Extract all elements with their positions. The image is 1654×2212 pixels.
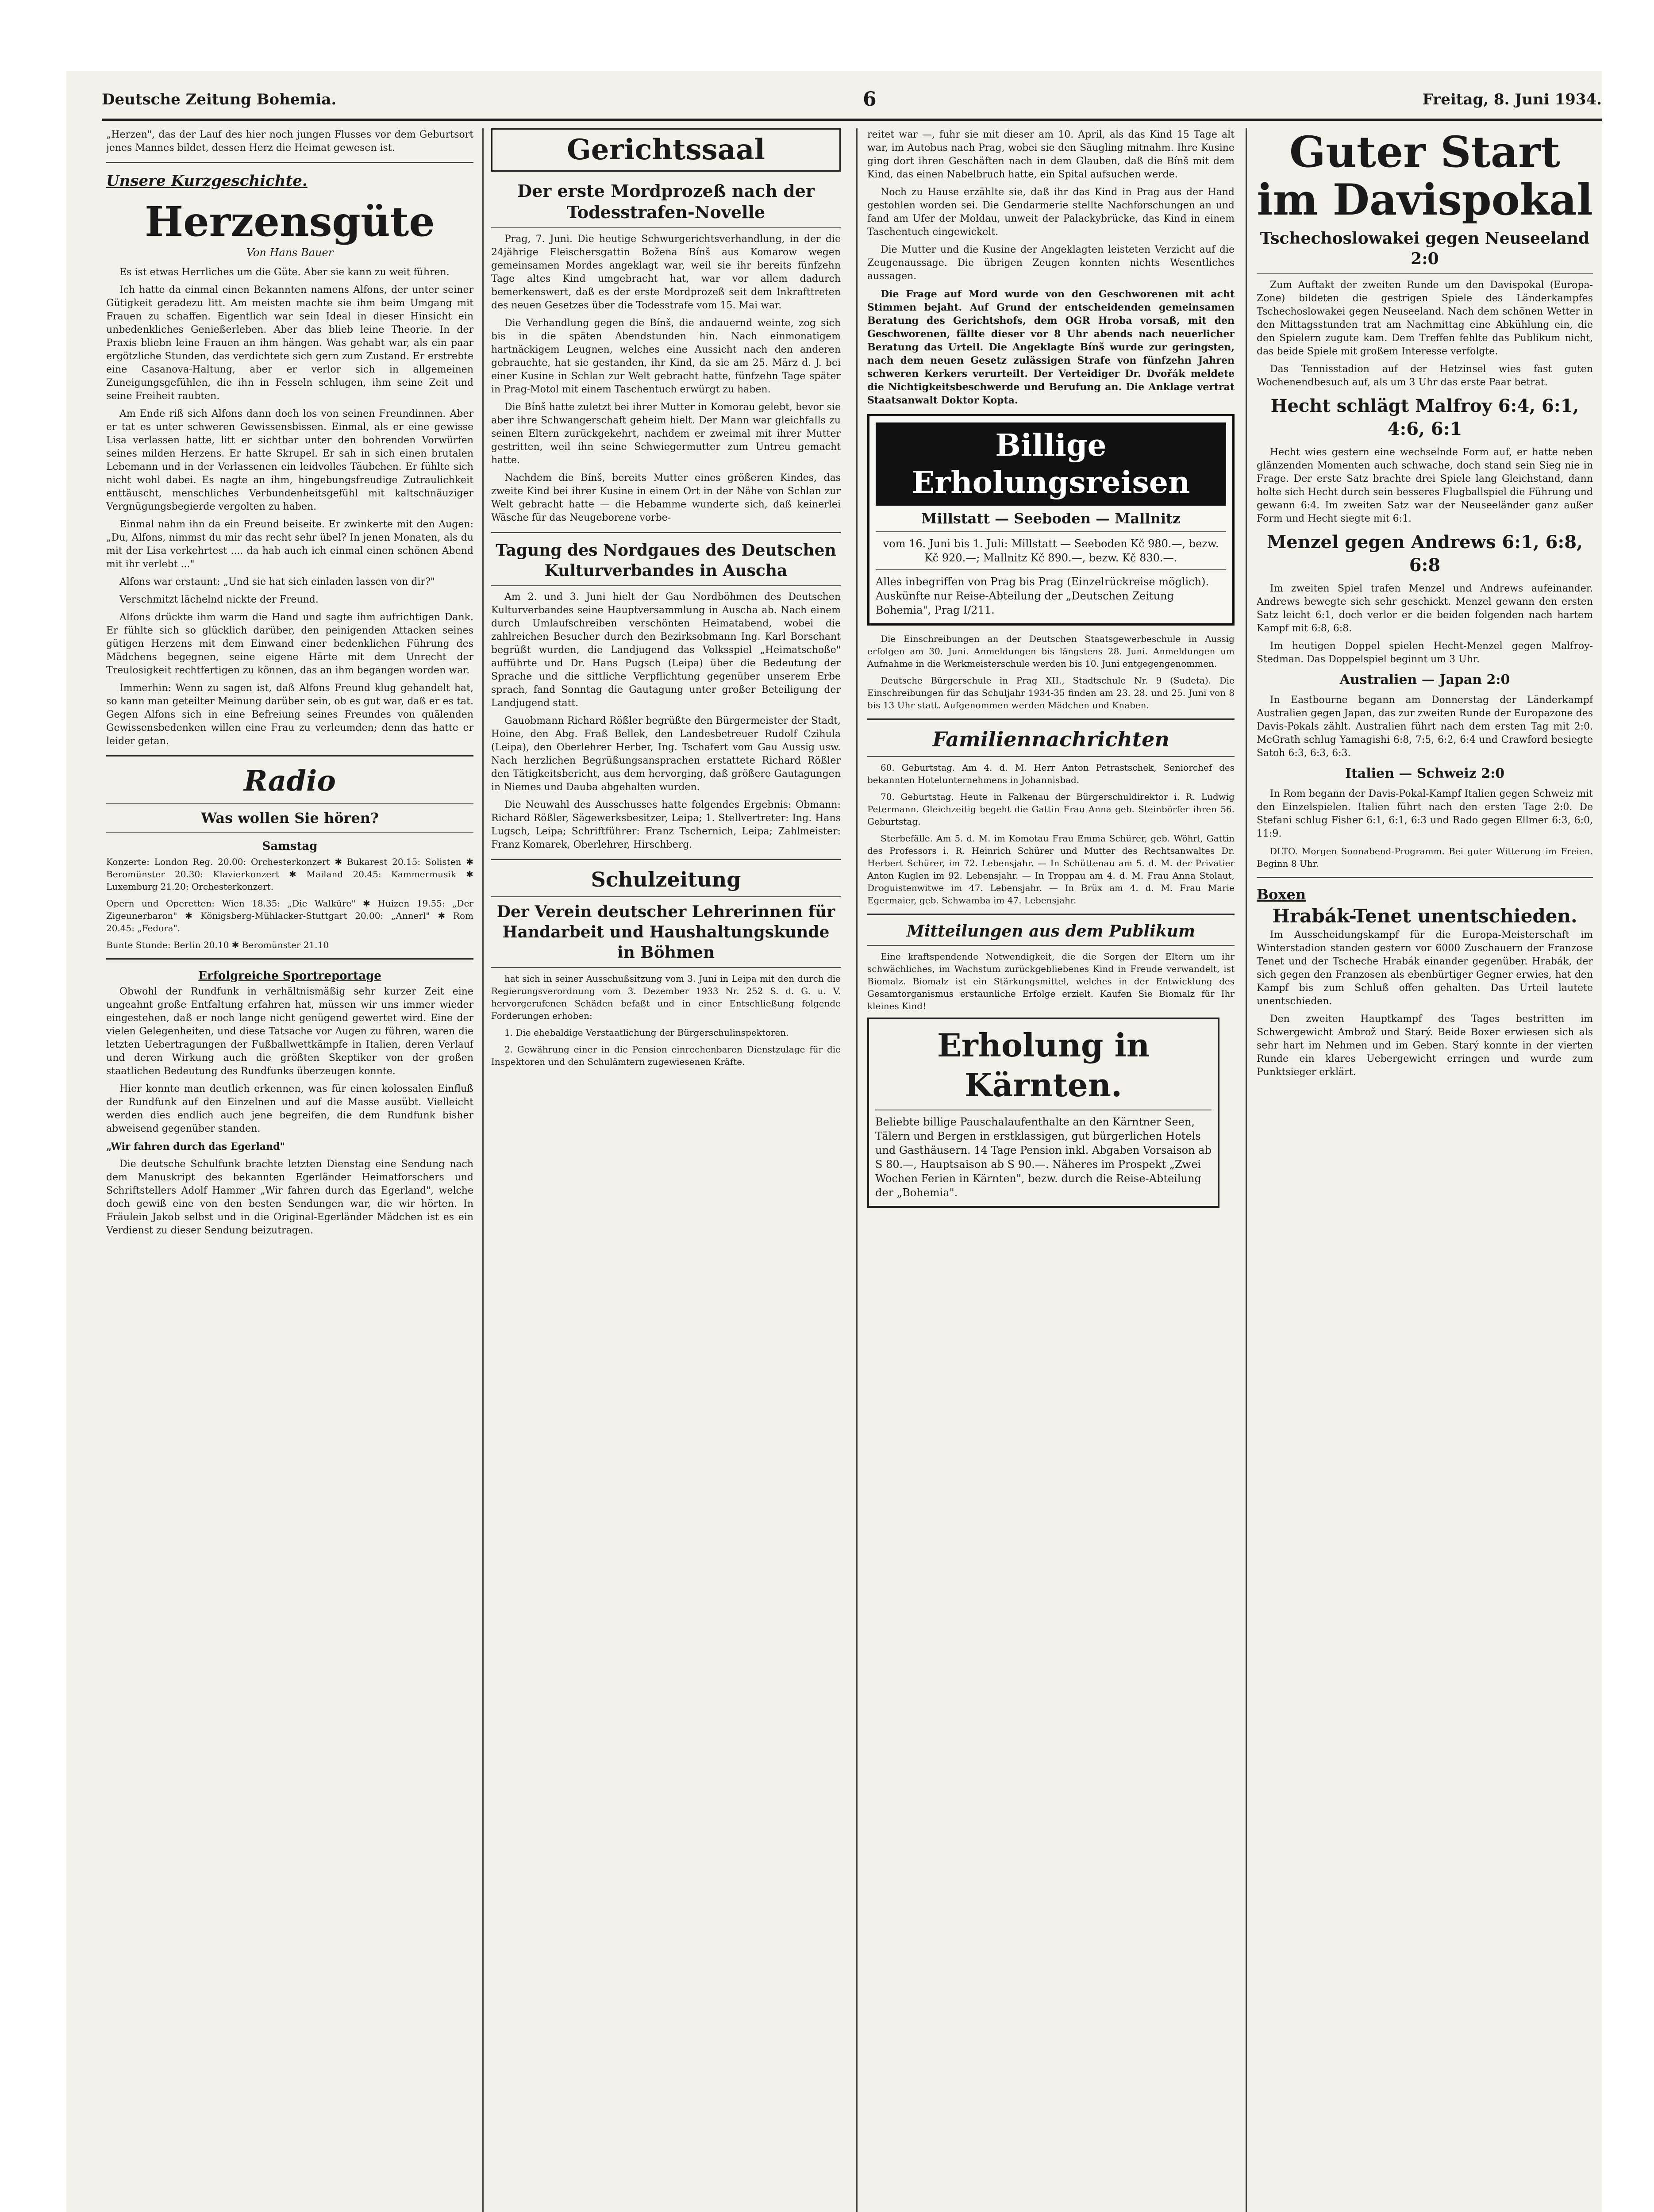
family-paragraph: 60. Geburtstag. Am 4. d. M. Herr Anton Petrastschek, Seniorchef des bekannten Hotelunternehmens in Johannisbad.: [867, 762, 1235, 785]
divider: [867, 718, 1235, 720]
article-paragraph: Die Bínš hatte zuletzt bei ihrer Mutter in Komorau gelebt, bevor sie aber ihre Schwangerschaft geheim hielt. Der Mann war gleichfalls zu seinen Eltern zurückgekehrt, nachdem er zweimal mit ihrer Mutter gestritten, weil ihn seine Schwiegermutter zum Untreu gemacht hatte.: [491, 402, 841, 466]
ad-prices: vom 16. Juni bis 1. Juli: Millstatt — Seeboden Kč 980.—, bezw. Kč 920.—; Mallnitz Kč 890.—, bezw. Kč 830.—.: [883, 538, 1219, 564]
sport-subheadline: Italien — Schweiz 2:0: [1345, 766, 1505, 781]
intro-paragraph: „Herzen", das der Lauf des hier noch jungen Flusses vor dem Geburtsort jenes Mannes bildet, dessen Herz die Heimat gewesen ist.: [106, 129, 473, 154]
article-paragraph: Die Mutter und die Kusine der Angeklagten leisteten Verzicht auf die Zeugenaussage. Die übrigen Zeugen konnten nichts Wesentliches aussagen.: [867, 244, 1235, 282]
sport-paragraph: In Rom begann der Davis-Pokal-Kampf Italien gegen Schweiz mit den Einzelspielen. Italien führt nach den ersten Tage 2:0. De Stefani schlug Fisher 6:1, 6:1, 6:3 und Rado gegen Ellmer 6:3, 6:0, 11:9.: [1257, 788, 1593, 839]
radio-line: Opern und Operetten: Wien 18.35: „Die Walküre" ✱ Huizen 19.55: „Der Zigeunerbaron" ✱ Königsberg-Mühlacker-Stuttgart 20.00: „Annerl" ✱ Rom 20.45: „Fedora".: [106, 898, 473, 933]
ad-headline: Billige Erholungsreisen: [876, 422, 1226, 506]
radio-subtitle: Was wollen Sie hören?: [201, 810, 379, 826]
divider: [491, 967, 841, 968]
divider: [491, 532, 841, 533]
issue-date: Freitag, 8. Juni 1934.: [1422, 91, 1602, 108]
divider: [876, 569, 1226, 570]
sport-subheadline: Hecht schlägt Malfroy 6:4, 6:1, 4:6, 6:1: [1270, 396, 1579, 439]
column-rule: [1246, 128, 1247, 2212]
ad-places: Millstatt — Seeboden — Mallnitz: [921, 510, 1181, 527]
story-paragraph: Ich hatte da einmal einen Bekannten namens Alfons, der unter seiner Gütigkeit geradezu litt. Am meisten machte sie ihm beim Umgang mit Frauen zu schaffen. Eigentlich war sein Ideal in dieser Hinsicht ein unbedenkliches Genießerleben. Aber das blieb leine Theorie. In der Praxis bliebn leine Frauen an ihm hängen. Was gehabt war, als ein paar ergötzliche Stunden, das verdichtete sich gern zum Zustand. Er erstrebte eine Casanova-Haltung, aber er verlor sich in allgemeinen Zuneigungsgefühlen, die ihn in Fesseln schlugen, ihm seine Zeit und seine Freiheit raubten.: [106, 284, 473, 402]
public-paragraph: Eine kraftspendende Notwendigkeit, die die Sorgen der Eltern um ihr schwächliches, im Wachstum zurückgebliebenes Kind in Freude verwandelt, ist Biomalz. Biomalz ist ein Stärkungsmittel, welches in der Entwicklung des Gesamtorganismus erstaunliche Erfolge erzielt. Kaufen Sie Biomalz für Ihr kleines Kind!: [867, 951, 1235, 1011]
divider: [867, 945, 1235, 946]
article-paragraph: reitet war —, fuhr sie mit dieser am 10. April, als das Kind 15 Tage alt war, im Autobus nach Prag, wobei sie den Säugling mitnahm. Ihre Kusine ging dort ihren Geschäften nach in dem Glauben, daß die Bínš mit dem Kind, das einen Nabelbruch hatte, ein Spital aufsuchen werde.: [867, 129, 1235, 180]
box-section: Boxen: [1257, 886, 1306, 903]
divider: [106, 755, 473, 757]
sport-headline: Guter Start im Davispokal: [1257, 128, 1593, 225]
verdict-paragraph: Die Frage auf Mord wurde von den Geschworenen mit acht Stimmen bejaht. Auf Grund der entscheidenden gemeinsamen Beratung des Gerichtshofs, dem OGR Hroba vorsaß, mit den Geschworenen, fällte dieser vor 8 Uhr abends nach neuerlicher Beratung das Urteil. Die Angeklagte Bínš wurde zur geringsten, nach dem neuen Gesetz zulässigen Strafe von fünfzehn Jahren schweren Kerkers verurteilt. Der Verteidiger Dr. Dvořák meldete die Nichtigkeitsbeschwerde und Berufung an. Die Anklage vertrat Staatsanwalt Doktor Kopta.: [867, 288, 1235, 406]
story-paragraph: Immerhin: Wenn zu sagen ist, daß Alfons Freund klug gehandelt hat, so kann man geteilter Meinung darüber sein, ob es gut war, daß er es tat. Gegen Alfons sich in eine Befreiung seines Freundes von quälenden Gewissensbedenken willen eine Frau zu verleumden; denn das hatte er leider getan.: [106, 683, 473, 747]
page-number: 6: [863, 88, 877, 111]
article-paragraph: hat sich in seiner Ausschußsitzung vom 3. Juni in Leipa mit den durch die Regierungsverordnung vom 3. Dezember 1933 Nr. 252 S. d. G. u. V. hervorgerufenen Schäden befaßt und in einer Entschließung folgende Forderungen erhoben:: [491, 973, 841, 1021]
travel-ad: [867, 414, 1235, 626]
article-paragraph: Am 2. und 3. Juni hielt der Gau Nordböhmen des Deutschen Kulturverbandes seine Hauptversammlung in Auscha ab. Nach einem durch Umlaufschreiben verschönten Heimatabend, wobei die zahlreichen Besucher durch den Bezirksobmann Ing. Karl Borschant begrüßt wurden, die Landjugend das Volksspiel „Heimatschoße" aufführte und Dr. Hans Pugsch (Leipa) über die Bedeutung der Sprache und die sittliche Verpflichtung gegenüber unserem Erbe sprach, fand Sonntag die Gautagung unter großer Beteiligung der Landjugend statt.: [491, 591, 841, 709]
article-title: Der Verein deutscher Lehrerinnen für Handarbeit und Haushaltungskunde in Böhmen: [496, 902, 835, 962]
header-rule: [102, 119, 1602, 121]
divider: [867, 756, 1235, 757]
sport-paragraph: In Eastbourne begann am Donnerstag der Länderkampf Australien gegen Japan, das zur zweiten Runde der Europazone des Davis-Pokals zählt. Australien führt nach dem ersten Tag mit 2:0. McGrath schlug Yamagishi 6:8, 7:5, 6:2, 6:4 und Crawford besiegte Satoh 6:3, 6:3, 6:3.: [1257, 695, 1593, 759]
section-title: Schulzeitung: [591, 868, 741, 891]
column-1: [106, 128, 473, 2212]
report-title: Erfolgreiche Sportreportage: [198, 969, 381, 983]
divider: [1257, 877, 1593, 878]
radio-day: Samstag: [262, 840, 318, 853]
paper-name: Deutsche Zeitung Bohemia.: [102, 91, 337, 108]
story-paragraph: Alfons drückte ihm warm die Hand und sagte ihm aufrichtigen Dank. Er fühlte sich so glücklich darüber, den peinigenden Attacken seines gütigen Herzens mit dem Einwand einer bedenklichen Führung des Mädchens begegnen, seine eigene Härte mit dem Unrecht der Treulosigkeit rechtfertigen zu können, das an ihm begangen worden war.: [106, 612, 473, 676]
divider: [1257, 273, 1593, 274]
story-paragraph: Einmal nahm ihn da ein Freund beiseite. Er zwinkerte mit den Augen: „Du, Alfons, nimmst du mir das recht sehr übel? In jenen Monaten, als du mit der Lisa verkehrtest .... da hab auch ich einmal einen schönen Abend mit ihr verlebt ...": [106, 519, 473, 570]
radio-line: Konzerte: London Reg. 20.00: Orchesterkonzert ✱ Bukarest 20.15: Solisten ✱ Beromünster 20.30: Klavierkonzert ✱ Mailand 20.45: Kammermusik ✱ Luxemburg 21.20: Orchesterkonzert.: [106, 856, 473, 892]
story-author: Von Hans Bauer: [246, 246, 334, 259]
page-header: [102, 88, 1602, 117]
family-title: Familiennachrichten: [932, 727, 1169, 751]
article-paragraph: Prag, 7. Juni. Die heutige Schwurgerichtsverhandlung, in der die 24jährige Fleischersgattin Božena Bínš aus Komarow wegen gemeinsamen Mordes angeklagt war, weil sie ihr bereits fünfzehn Tage altes Kind umgebracht hat, war vor allem dadurch bemerkenswert, daß es der erste Mordprozeß seit dem Inkrafttreten des neuen Gesetzes über die Todesstrafe vom 15. Mai war.: [491, 234, 841, 311]
article-title: Der erste Mordprozeß nach der Todesstrafen-Novelle: [517, 181, 815, 222]
ad-info: Alles inbegriffen von Prag bis Prag (Einzelrückreise möglich). Auskünfte nur Reise-Abteilung der „Deutschen Zeitung Bohemia", Prag I/211.: [876, 576, 1209, 616]
divider: [106, 958, 473, 960]
divider: [106, 162, 473, 163]
ad-headline: Erholung in Kärnten.: [937, 1026, 1150, 1104]
ad-text: Beliebte billige Pauschalaufenthalte an den Kärntner Seen, Tälern und Bergen in erstklassigen, gut bürgerlichen Hotels und Gasthäusern. 14 Tage Pension inkl. Abgaben Vorsaison ab S 80.—, Hauptsaison ab S 90.—. Näheres im Prospekt „Zwei Wochen Ferien in Kärnten", bezw. durch die Reise-Abteilung der „Bohemia".: [875, 1116, 1212, 1199]
story-kicker: Unsere Kurzgeschichte.: [106, 172, 308, 190]
report-subheading: „Wir fahren durch das Egerland": [106, 1141, 285, 1152]
radio-title: Radio: [244, 764, 336, 798]
sport-paragraph: Das Tennisstadion auf der Hetzinsel wies fast guten Wochenendbesuch auf, als um 3 Uhr das erste Paar betrat.: [1257, 364, 1593, 388]
sport-paragraph: Im Ausscheidungskampf für die Europa-Meisterschaft im Winterstadion standen gestern vor 6000 Zuschauern der Franzose Tenet und der Tscheche Hrabák einander gegenüber. Hrabák, der sich gegen den Franzosen als ebenbürtiger Gegner erwies, hat den Kampf bis zum Schluß offen gehalten. Das Urteil lautete unentschieden.: [1257, 929, 1593, 1007]
section-title: Gerichtssaal: [567, 133, 765, 166]
sport-subheadline: Tschechoslowakei gegen Neuseeland 2:0: [1260, 229, 1590, 268]
kaernten-ad: [867, 1018, 1219, 1208]
divider: [491, 896, 841, 897]
notice-paragraph: Die Einschreibungen an der Deutschen Staatsgewerbeschule in Aussig erfolgen am 30. Juni. Anmeldungen bis längstens 28. Juni. Anmeldungen um Aufnahme in die Werkmeisterschule werden bis 10. Juni entgegengenommen.: [867, 634, 1235, 669]
story-title: Herzensgüte: [145, 198, 435, 246]
article-paragraph: Die Verhandlung gegen die Bínš, die andauernd weinte, zog sich bis in die späten Abendstunden hin. Nach einmonatigem hartnäckigem Leugnen, welches eine Aussicht nach den anderen gebrauchte, hat sie gestanden, ihr Kind, da sie am 25. März d. J. bei einer Kusine in Schlan zur Welt gebracht hatte, fünfzehn Tage später in Prag-Motol mit einem Taschentuch erwürgt zu haben.: [491, 318, 841, 395]
column-4: [1257, 128, 1593, 2212]
report-paragraph: Die deutsche Schulfunk brachte letzten Dienstag eine Sendung nach dem Manuskript des bekannten Egerländer Heimatforschers und Schriftstellers Adolf Hammer „Wir fahren durch das Egerland", welche doch gewiß eine von den besten Sendungen war, die wir hörten. In Fräulein Jakob selbst und in die Original-Egerländer Mädchen ist es ein Verdienst zu dieser Sendung beizutragen.: [106, 1159, 473, 1236]
divider: [876, 531, 1226, 532]
sport-subheadline: Menzel gegen Andrews 6:1, 6:8, 6:8: [1266, 532, 1583, 576]
article-paragraph: 2. Gewährung einer in die Pension einrechenbaren Dienstzulage für die Inspektoren und den Schulämtern zugewiesenen Kräfte.: [491, 1044, 841, 1067]
article-paragraph: Nachdem die Bínš, bereits Mutter eines größeren Kindes, das zweite Kind bei ihrer Kusine in einem Ort in der Nähe von Schlan zur Welt gebracht hatte — die Hebamme wunderte sich, daß keinerlei Wäsche für das Neugeborene vorbe-: [491, 472, 841, 523]
sport-subheadline: Australien — Japan 2:0: [1339, 672, 1510, 687]
notice-paragraph: Deutsche Bürgerschule in Prag XII., Stadtschule Nr. 9 (Sudeta). Die Einschreibungen für das Schuljahr 1934-35 finden am 23. 28. und 25. Juni von 8 bis 13 Uhr statt. Aufgenommen werden Mädchen und Knaben.: [867, 675, 1235, 710]
article-paragraph: Die Neuwahl des Ausschusses hatte folgendes Ergebnis: Obmann: Richard Rößler, Sägewerksbesitzer, Leipa; 1. Stellvertreter: Ing. Hans Lugsch, Leipa; Schriftführer: Franz Tschernich, Leipa; Zahlmeister: Franz Komarek, Oberlehrer, Hirschberg.: [491, 799, 841, 850]
radio-line: Bunte Stunde: Berlin 20.10 ✱ Beromünster 21.10: [106, 940, 329, 950]
sport-paragraph: Im heutigen Doppel spielen Hecht-Menzel gegen Malfroy-Stedman. Das Doppelspiel beginnt um 3 Uhr.: [1257, 641, 1593, 665]
sport-paragraph: Zum Auftakt der zweiten Runde um den Davispokal (Europa-Zone) bildeten die gestrigen Spiele des Länderkampfes Tschechoslowakei gegen Neuseeland. Nach dem schönen Wetter in den Mittagsstunden trat am Nachmittag eine Abkühlung ein, die den Spielern zugute kam. Dem Treffen fehlte das Publikum nicht, das beide Spiele mit großem Interesse verfolgte.: [1257, 280, 1593, 357]
column-rule: [482, 128, 484, 2212]
report-paragraph: Hier konnte man deutlich erkennen, was für einen kolossalen Einfluß der Rundfunk auf den Einzelnen und auf die Masse ausübt. Vielleicht werden dies endlich auch jene begreifen, die dem Rundfunk bisher abweisend gegenüber standen.: [106, 1083, 473, 1134]
divider: [491, 227, 841, 228]
section-box: [491, 128, 841, 172]
story-paragraph: Verschmitzt lächelnd nickte der Freund.: [119, 594, 319, 605]
sport-paragraph: Im zweiten Spiel trafen Menzel und Andrews aufeinander. Andrews bewegte sich sehr geschickt. Menzel gewann den ersten Satz leicht 6:1, doch verlor er die beiden folgenden nach hartem Kampf mit 6:8, 6:8.: [1257, 583, 1593, 634]
sport-note: DLTO. Morgen Sonnabend-Programm. Bei guter Witterung im Freien. Beginn 8 Uhr.: [1257, 846, 1593, 869]
story-paragraph: Es ist etwas Herrliches um die Güte. Aber sie kann zu weit führen.: [119, 267, 450, 278]
column-rule: [856, 128, 858, 2212]
divider: [106, 832, 473, 833]
article-paragraph: Noch zu Hause erzählte sie, daß ihr das Kind in Prag aus der Hand gestohlen worden sei. Die Gendarmerie stellte Nachforschungen an und fand am Ufer der Moldau, unweit der Palackybrücke, das Kind in einem Taschentuch eingewickelt.: [867, 187, 1235, 238]
divider: [106, 803, 473, 804]
family-paragraph: 70. Geburtstag. Heute in Falkenau der Bürgerschuldirektor i. R. Ludwig Petermann. Gleichzeitig begeht die Gattin Frau Anna geb. Steinbörfer ihren 56. Geburtstag.: [867, 791, 1235, 827]
article-paragraph: Gauobmann Richard Rößler begrüßte den Bürgermeister der Stadt, Hoine, den Abg. Fraß Bellek, den Landesbetreuer Rudolf Czihula (Leipa), den Oberlehrer Herber, Ing. Tschafert vom Gau Aussig usw. Nach herzlichen Begrüßungsansprachen erstattete Richard Rößler den Tätigkeitsbericht, aus dem hervorging, daß größere Gautagungen in Niemes und Dauba abgehalten wurden.: [491, 715, 841, 793]
article-paragraph: 1. Die ehebaldige Verstaatlichung der Bürgerschulinspektoren.: [504, 1027, 789, 1038]
story-paragraph: Am Ende riß sich Alfons dann doch los von seinen Freundinnen. Aber er tat es unter schweren Gewissensbissen. Einmal, als er eine gewisse Lisa verlassen hatte, litt er sichtbar unter den bohrenden Vorwürfen seines milden Herzens. Er hatte Skrupel. Er sah in sich einen brutalen Lebemann und in der Verlassenen ein leidvolles Täubchen. Er fühlte sich nicht wohl dabei. Es nagte an ihm, hingebungsfreudige Zutraulichkeit enttäuscht, menschliches Verbundenheitsgefühl mit kaltschnäuziger Vergnügungsbegierde vergolten zu haben.: [106, 408, 473, 512]
sport-paragraph: Den zweiten Hauptkampf des Tages bestritten im Schwergewicht Ambrož und Starý. Beide Boxer erwiesen sich als sehr hart im Nehmen und im Geben. Starý konnte in der vierten Runde ein klares Uebergewicht erringen und wurde zum Punktsieger erklärt.: [1257, 1014, 1593, 1078]
report-paragraph: Obwohl der Rundfunk in verhältnismäßig sehr kurzer Zeit eine ungeahnt große Entfaltung erfahren hat, müssen wir uns immer wieder eingestehen, daß er noch lange nicht genügend gewertet wird. Eine der vielen Gelegenheiten, und diese Tatsache vor Augen zu führen, waren die letzten Uebertragungen der Fußballwettkämpfe in Italien, deren Verlauf und deren Wirkung auch die größten Skeptiker von der großen staatlichen Bedeutung des Rundfunks überzeugen konnte.: [106, 986, 473, 1077]
family-paragraph: Sterbefälle. Am 5. d. M. im Komotau Frau Emma Schürer, geb. Wöhrl, Gattin des Professors i. R. Heinrich Schürer und Mutter des Rechtsanwaltes Dr. Herbert Schürer, im 72. Lebensjahr. — In Schüttenau am 5. d. M. der Privatier Anton Kuglen im 92. Lebensjahr. — In Troppau am 4. d. M. Frau Anna Stolaut, Droguistenwitwe im 47. Lebensjahr. — In Brüx am 4. d. M. Frau Marie Egermaier, geb. Schwamba im 47. Lebensjahr.: [867, 833, 1235, 906]
public-title: Mitteilungen aus dem Publikum: [906, 922, 1196, 941]
divider: [867, 914, 1235, 915]
article-title: Tagung des Nordgaues des Deutschen Kulturverbandes in Auscha: [496, 541, 836, 580]
column-3: [867, 128, 1235, 2212]
sport-paragraph: Hecht wies gestern eine wechselnde Form auf, er hatte neben glänzenden Momenten auch schwache, doch stand sein Sieg nie in Frage. Der erste Satz brachte drei Spiele lang Gleichstand, dann holte sich Hecht durch sein besseres Flugballspiel die Führung und gewann 6:4. Im zweiten Satz war der Neuseeländer ganz außer Form und Hecht siegte mit 6:1.: [1257, 447, 1593, 524]
column-2: [491, 128, 841, 2212]
divider: [491, 859, 841, 860]
box-title: Hrabák-Tenet unentschieden.: [1272, 905, 1577, 927]
divider: [491, 585, 841, 586]
story-paragraph: Alfons war erstaunt: „Und sie hat sich einladen lassen von dir?": [119, 576, 435, 588]
